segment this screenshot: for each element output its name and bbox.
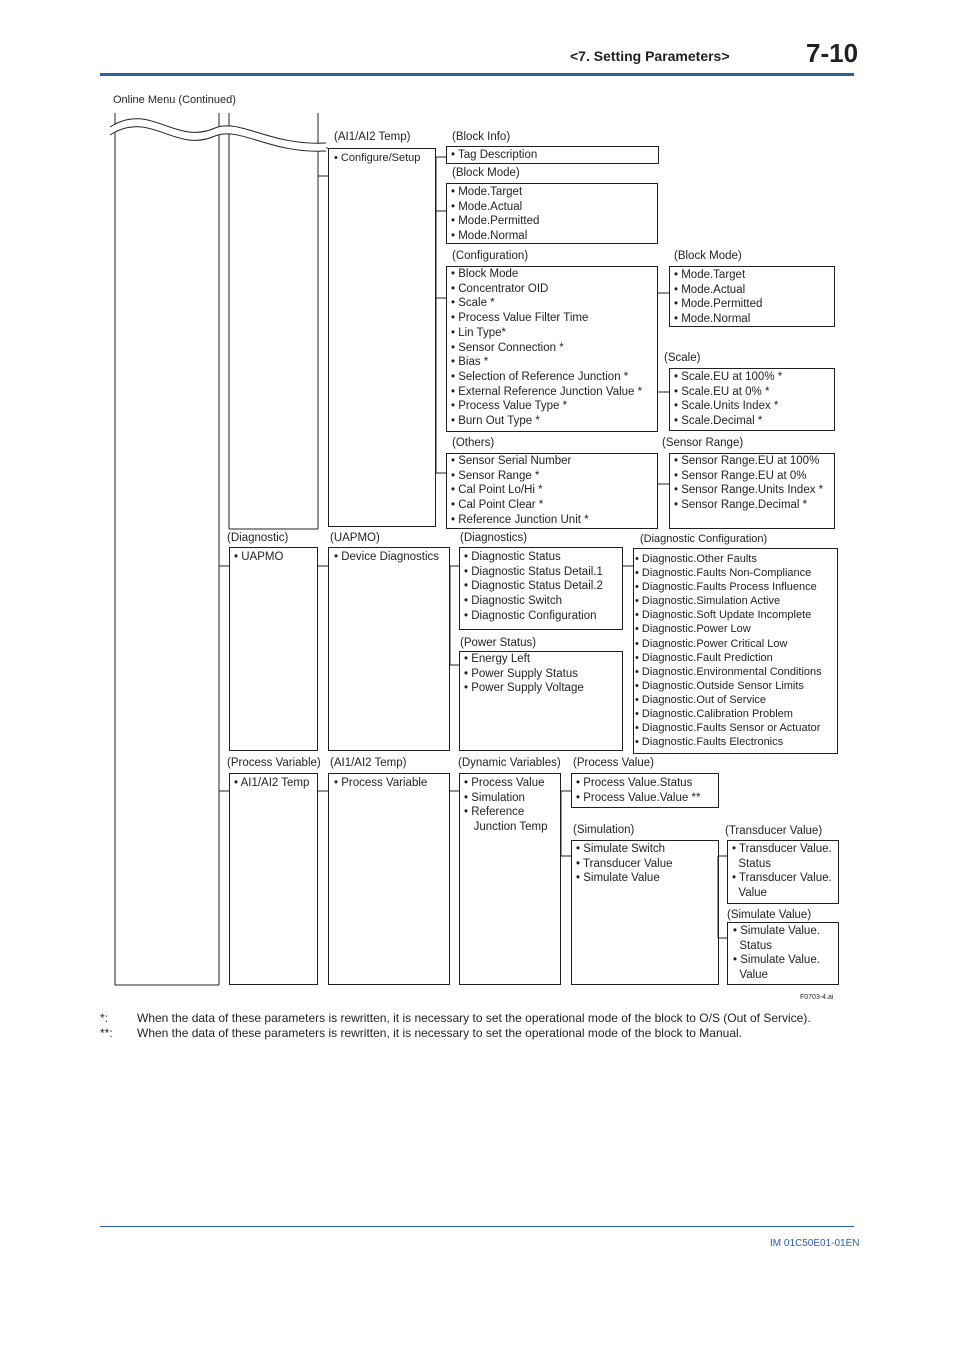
list-sensor-range [674,454,823,513]
menu-item: • Sensor Range.EU at 100% [674,455,820,467]
label-scale: (Scale) [664,352,701,364]
menu-item: • Reference [464,806,525,819]
label-ai-temp-2: (AI1/AI2 Temp) [330,757,407,769]
label-simulation: (Simulation) [573,824,635,836]
menu-item: Value [732,887,767,900]
menu-item: • Diagnostic.Calibration Problem [635,708,793,721]
label-dynamic-variables: (Dynamic Variables) [458,757,561,769]
list-diagnostics [464,550,603,624]
menu-item: • Concentrator OID [451,282,549,295]
menu-item: • Sensor Serial Number [451,455,572,467]
menu-item: • Diagnostic.Out of Service [635,693,767,706]
list-diagnostic-configuration [635,552,822,749]
menu-item: • Mode.Normal [674,313,751,326]
menu-item: • Diagnostic.Other Faults [635,553,757,565]
menu-item: • Configure/Setup [334,152,421,164]
note-mark: **: [100,1026,113,1040]
list-process-value [576,776,700,805]
menu-item: • Scale.EU at 100% * [674,371,783,383]
menu-item: • Burn Out Type * [451,415,540,428]
menu-item: • Mode.Target [451,186,523,198]
menu-item: • Simulate Switch [576,843,666,855]
list-ai-temp-2 [334,776,427,791]
menu-item: • Mode.Actual [674,283,746,296]
menu-item: • Scale * [451,297,495,310]
list-block-info [451,148,537,163]
label-sensor-range: (Sensor Range) [662,437,744,449]
list-simulation [576,842,673,886]
menu-item: • Diagnostic.Simulation Active [635,595,781,608]
menu-item: • Scale.Decimal * [674,415,763,428]
label-others: (Others) [452,437,495,449]
list-transducer-value [732,842,832,901]
label-simulate-value: (Simulate Value) [727,909,812,921]
menu-item: • Diagnostic Status [464,551,561,563]
label-block-info: (Block Info) [452,131,511,143]
menu-item: • Diagnostic.Power Low [635,623,751,636]
menu-item: • Block Mode [451,268,519,280]
page-number: 7-10 [806,38,859,68]
menu-item: • UAPMO [234,551,284,563]
menu-item: • Diagnostic.Faults Process Influence [635,581,817,594]
menu-item: • Simulate Value. [733,925,820,937]
menu-item: • Mode.Target [674,269,746,281]
diagram-caption: Online Menu (Continued) [113,94,236,106]
menu-item: • Transducer Value [576,857,673,870]
list-simulate-value [733,924,820,983]
list-configuration [451,267,642,429]
menu-item: • Process Value.Status [576,777,693,789]
list-block-mode-2 [674,268,762,327]
label-process-variable: (Process Variable) [227,757,321,769]
menu-box-uapmo [328,547,450,751]
document-id: IM 01C50E01-01EN [770,1238,860,1249]
note-mark: *: [100,1011,109,1025]
label-transducer-value: (Transducer Value) [725,825,823,837]
menu-item: • Selection of Reference Junction * [451,370,629,383]
menu-item: • Process Value.Value ** [576,791,701,804]
menu-item: Status [733,939,772,952]
menu-item: • AI1/AI2 Temp [234,777,310,789]
note-text: When the data of these parameters is rewritten, it is necessary to set the operational mode of the block to Manual. [137,1026,742,1040]
label-ai-temp: (AI1/AI2 Temp) [334,131,411,143]
menu-item: • Diagnostic.Faults Electronics [635,736,784,749]
list-scale [674,370,782,429]
menu-item: • Device Diagnostics [334,551,440,563]
menu-box-diagnostic [229,547,318,751]
footer-rule [100,1226,854,1227]
menu-item: • Transducer Value. [732,872,832,885]
menu-item: Status [732,857,771,870]
menu-item: • Sensor Range.Decimal * [674,499,808,512]
menu-item: • Sensor Connection * [451,341,564,354]
menu-item: • Diagnostic Switch [464,595,562,608]
menu-item: • Simulation [464,791,525,804]
menu-item: • Process Value Type * [451,400,568,413]
label-configuration: (Configuration) [452,250,529,262]
menu-item: • Power Supply Status [464,667,578,680]
menu-box-process-variable [229,773,318,985]
menu-item: • Sensor Range.Units Index * [674,484,824,497]
section-title: <7. Setting Parameters> [570,48,730,64]
list-power-status [464,652,584,696]
menu-item: • Process Value [464,777,545,789]
label-block-mode-2: (Block Mode) [674,250,742,262]
menu-item: • Sensor Range.EU at 0% [674,469,807,482]
menu-item: • Diagnostic.Faults Sensor or Actuator [635,722,821,735]
menu-item: • Scale.Units Index * [674,400,779,413]
menu-item: • Mode.Permitted [451,215,540,228]
menu-item: • Process Variable [334,777,428,789]
menu-item: • Transducer Value. [732,843,832,855]
menu-item: • Sensor Range * [451,469,540,482]
label-diagnostic: (Diagnostic) [227,532,289,544]
menu-item: • Diagnostic.Fault Prediction [635,651,773,664]
list-process-variable [234,776,309,791]
menu-item: • Diagnostic Configuration [464,609,597,622]
menu-item: • Lin Type* [451,326,506,339]
menu-item: • Mode.Actual [451,200,523,213]
menu-item: • Tag Description [451,149,538,161]
label-uapmo: (UAPMO) [330,532,380,544]
label-process-value: (Process Value) [573,757,654,769]
menu-item: • Mode.Normal [451,230,528,243]
menu-item: • Diagnostic Status Detail.2 [464,580,603,593]
list-diagnostic [234,550,283,565]
menu-item: • Mode.Permitted [674,298,763,311]
menu-item: • Diagnostic.Soft Update Incomplete [635,609,812,622]
list-uapmo [334,550,439,565]
label-power-status: (Power Status) [460,637,537,649]
menu-item: • Diagnostic.Environmental Conditions [635,665,822,678]
menu-item: • Diagnostic.Outside Sensor Limits [635,679,804,692]
label-block-mode: (Block Mode) [452,167,520,179]
menu-item: • Process Value Filter Time [451,312,589,325]
menu-item: • Power Supply Voltage [464,682,584,695]
menu-item: • Cal Point Clear * [451,499,544,512]
list-block-mode [451,185,539,244]
menu-item: • External Reference Junction Value * [451,385,643,398]
menu-item: • Diagnostic Status Detail.1 [464,565,603,578]
menu-item: Junction Temp [464,821,548,834]
menu-item: • Simulate Value [576,872,660,885]
list-others [451,454,589,528]
menu-item: • Cal Point Lo/Hi * [451,484,543,497]
list-configure-setup [334,151,420,166]
menu-box-ai-temp [328,148,436,527]
menu-item: • Diagnostic.Power Critical Low [635,637,788,650]
menu-item: • Bias * [451,356,489,369]
menu-box-ai-temp-2 [328,773,450,985]
note-text: When the data of these parameters is rewritten, it is necessary to set the operational mode of the block to O/S (Out of Service). [137,1011,811,1025]
menu-item: Value [733,969,768,982]
menu-item: • Diagnostic.Faults Non-Compliance [635,567,812,580]
menu-item: • Energy Left [464,653,531,665]
menu-item: • Scale.EU at 0% * [674,385,770,398]
label-diagnostic-configuration: (Diagnostic Configuration) [640,533,768,545]
menu-item: • Reference Junction Unit * [451,513,589,526]
label-diagnostics: (Diagnostics) [460,532,528,544]
list-dynamic-variables [464,776,548,835]
figure-id: F0703-4.ai [800,994,834,1001]
menu-item: • Simulate Value. [733,954,820,967]
